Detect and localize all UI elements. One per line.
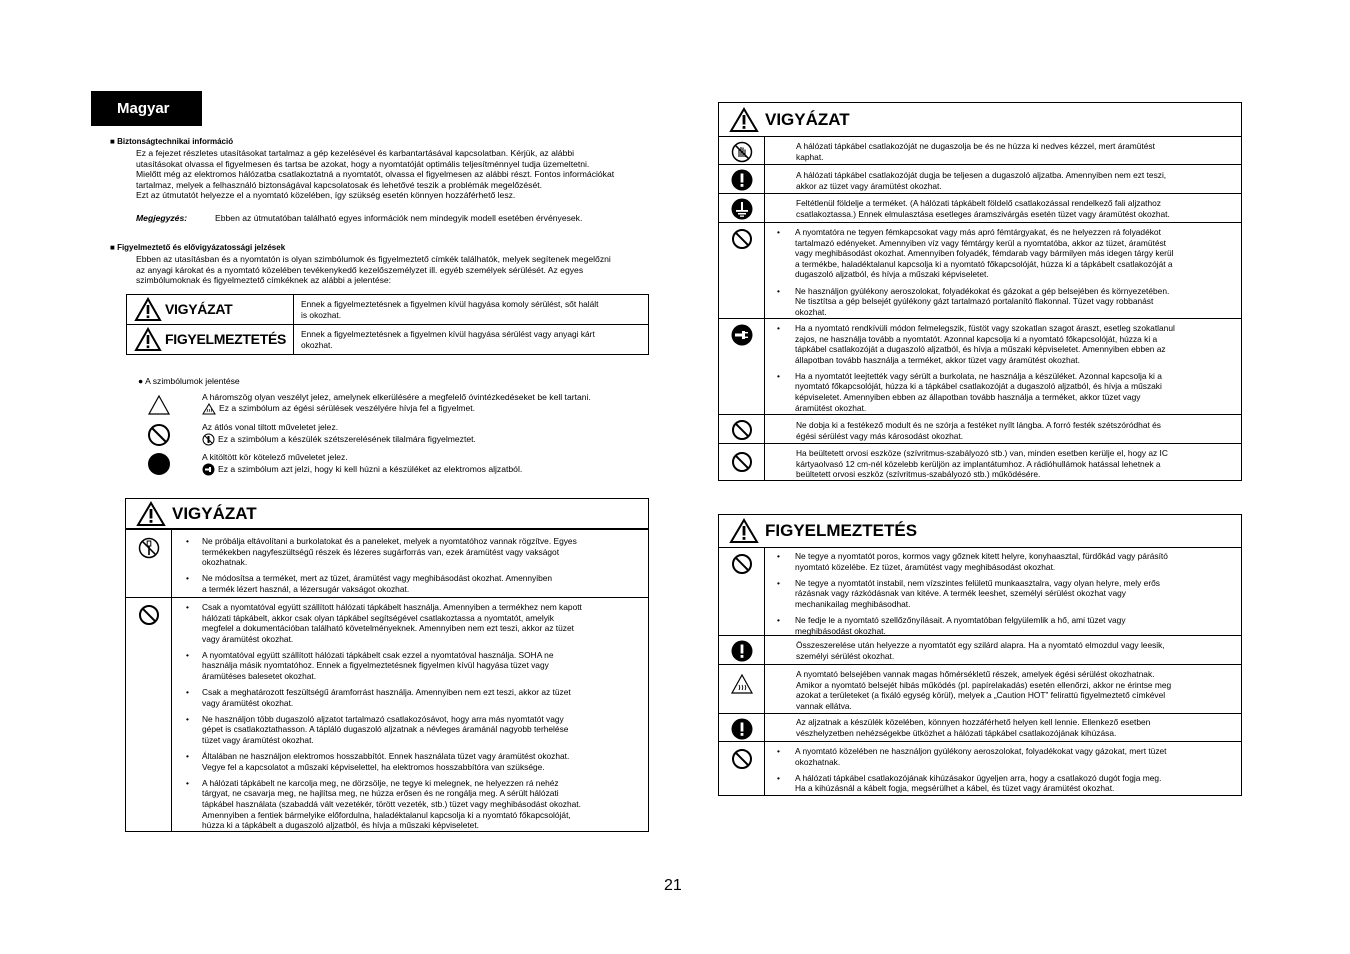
warning-row bbox=[719, 741, 1241, 796]
bullet: • bbox=[186, 777, 189, 788]
bullet: • bbox=[777, 577, 780, 588]
triangle-symbol-icon bbox=[147, 394, 171, 416]
caution-header bbox=[719, 103, 1241, 137]
prohibited-icon bbox=[719, 451, 764, 473]
warning-row bbox=[126, 529, 648, 597]
prohibited-icon bbox=[719, 228, 764, 250]
signal-word-legend bbox=[126, 294, 649, 355]
bullet: • bbox=[777, 370, 780, 381]
bullet: • bbox=[777, 323, 780, 333]
warning-triangle-icon bbox=[134, 327, 162, 352]
row-text: Ha beültetett orvosi eszköze (szívritmus-szabályozó stb.) van, minden esetben kerülje el, hogy az IC kártyaolvasó 12 cm-nél közelebb kerüljön az implantátumhoz. A rádióhullámok hatással lehetnek a beültetett orvosi eszköz (szívritmus-szabályozó stb.) működésére. bbox=[796, 448, 1168, 480]
symbol-desc: A kitöltött kör kötelező műveletet jelez. Ez a szimbólum azt jelzi, hogy ki kell húzni a készüléket az elektromos aljzatból. bbox=[202, 452, 523, 474]
prohibited-icon bbox=[719, 553, 764, 575]
prohibited-icon bbox=[126, 604, 171, 626]
bullet-item: Ne fedje le a nyomtató szellőzőnyílásait. A nyomtatóban felgyülemlik a hő, ami tüzet vagy meghibásodást okozhat. bbox=[795, 615, 1126, 636]
bullet-item: Ne használjon több dugaszoló aljzatot tartalmazó csatlakozósávot, hogy arra más nyomtatót vagy gépet is csatlakoztathasson. A tápláló dugaszoló aljzatnak a névleges áramánál nagyobb terhelése tüzet vagy áramütést okozhat. bbox=[202, 713, 569, 746]
bullet-item: A nyomtatóra ne tegyen fémkapcsokat vagy más apró fémtárgyakat, és ne helyezzen rá folyadékot tartalmazó edényeket. Amennyiben víz vagy fémtárgy kerül a nyomtatóba, akkor az tüzet, áramütést vagy meghibásodást okozhat. Amennyiben folyadék, fémdarab vagy bármilyen más idegen tárgy kerül a termékbe, haladéktalanul kapcsolja ki a nyomtató főkapcsolóját, húzza ki a tápkábelt csatlakozóját a dugaszoló aljzatból, és hívja a műszaki képviseletet. bbox=[795, 227, 1174, 280]
warnings-heading: ■ Figyelmeztető és elővigyázatossági jelzések bbox=[110, 243, 286, 252]
warning-row bbox=[126, 597, 648, 832]
warning-row bbox=[719, 713, 1241, 741]
bullet: • bbox=[777, 615, 780, 625]
mandatory-icon bbox=[719, 169, 764, 191]
bullet-item: Ne használjon gyúlékony aeroszolokat, folyadékokat és gázokat a gép belsejében és környezetében. Ne tisztítsa a gép belsejét gyúlékony gázt tartalmazó portalanító flakonnal. Tüzet vagy robbanást okozhat. bbox=[795, 285, 1170, 317]
bullet-item: Ne tegye a nyomtatót poros, kormos vagy gőznek kitett helyre, konyhaasztal, fürdőkád vagy párásító nyomtató közelébe. Ez tüzet, áramütést vagy meghibásodást okozhat. bbox=[795, 551, 1168, 572]
no-disassembly-icon bbox=[126, 537, 171, 559]
bullet: • bbox=[186, 536, 189, 546]
mandatory-icon bbox=[719, 718, 764, 740]
note-text: Ebben az útmutatóban található egyes információk nem mindegyik modell esetében érvényesek. bbox=[215, 213, 583, 223]
symbol-desc: Az átlós vonal tiltott műveletet jelez. Ez a szimbólum a készülék szétszerelésének tilalmára figyelmeztet. bbox=[202, 422, 476, 444]
bullet: • bbox=[777, 227, 780, 237]
note-label: Megjegyzés: bbox=[136, 213, 188, 223]
bullet-item: Ne módosítsa a terméket, mert az tüzet, áramütést vagy meghibásodást okozhat. Amennyiben a termék lézert használ, a lézersugár vakságot okozhat. bbox=[202, 573, 553, 594]
warning-row bbox=[719, 664, 1241, 713]
legend-row: VIGYÁZAT Ennek a figyelmeztetésnek a figyelmen kívül hagyása komoly sérülést, sőt halált is okozhat. bbox=[127, 295, 649, 325]
mandatory-icon bbox=[719, 640, 764, 662]
row-text: A nyomtató belsejében vannak magas hőmérsékletű részek, amelyek égési sérülést okozhatnak. Amikor a nyomtató belsejét hibás működés (pl. papírelakadás) esetén ellenőrzi, akkor ne érintse meg azokat a területeket (a fixáló egység körül), melyek a „Caution HOT” felirattú figyelmeztető címkével vannak ellátva. bbox=[796, 669, 1172, 711]
no-wet-hands-icon bbox=[719, 141, 764, 163]
warning-triangle-icon bbox=[729, 107, 759, 133]
row-text: A hálózati tápkábel csatlakozóját dugja be teljesen a dugaszoló aljzatba. Amennyiben nem ezt teszi, akkor az tüzet vagy áramütést okozhat. bbox=[796, 170, 1167, 191]
prohibited-icon bbox=[719, 748, 764, 770]
bullet-item: Csak a meghatározott feszültségű áramforrást használja. Amennyiben nem ezt teszi, akkor az tüzet vagy áramütést okozhat. bbox=[202, 687, 571, 708]
warning-row bbox=[719, 547, 1241, 635]
unplug-icon bbox=[202, 463, 215, 476]
warning-triangle-icon bbox=[729, 518, 759, 544]
prohibited-icon bbox=[719, 419, 764, 441]
warning-row bbox=[719, 164, 1241, 193]
warnings-paragraph: Ebben az utasításban és a nyomtatón is olyan szimbólumok és figyelmeztető címkék találhatók, melyek segítenek megelőzni az anyagi károkat és a nyomtató közelében tevékenykedő kezelőszemélyzet ill. egyéb személyek sérülését. Az egyes szimbólumoknak és figyelmeztető címkéknek az alábbi a jelentése: bbox=[136, 254, 611, 286]
bullet: • bbox=[186, 649, 189, 660]
warning-row bbox=[719, 318, 1241, 414]
bullet: • bbox=[186, 687, 189, 698]
row-text: Ne dobja ki a festékező modult és ne szórja a festéket nyílt lángba. A forró festék szétszóródhat és égési sérülést vagy más károsodást okozhat. bbox=[796, 420, 1161, 441]
safety-heading: ■ Biztonságtechnikai információ bbox=[110, 137, 234, 146]
caution-title: VIGYÁZAT bbox=[765, 109, 850, 129]
bullet-item: Ha a nyomtatót leejtették vagy sérült a burkolata, ne használja a készüléket. Azonnal kapcsolja ki a nyomtató főkapcsolóját, húzza ki a tápkábel csatlakozóját a dugaszoló aljzatból, és hívja a műszaki képviseletet. Amennyiben ebben az állapotban tovább használja a terméket, akkor tüzet vagy áramütést okozhat. bbox=[795, 370, 1162, 413]
warning-triangle-icon bbox=[136, 501, 166, 527]
bullet-item: Ha a nyomtató rendkívüli módon felmelegszik, füstöt vagy szokatlan szagot áraszt, esetleg szokatlanul zajos, ne használja tovább a nyomtatót. Azonnal kapcsolja ki a nyomtató főkapcsolóját, húzza ki a tápkábel csatlakozóját a dugaszoló aljzatból, és hívja a műszaki képviseletet. Amennyiben ebben az állapotban tovább használja a terméket, akkor tüzet vagy áramütést okozhat. bbox=[795, 323, 1175, 365]
bullet: • bbox=[186, 751, 189, 762]
warning-row bbox=[719, 443, 1241, 481]
mandatory-symbol-icon bbox=[147, 452, 171, 476]
warning-header bbox=[719, 515, 1241, 548]
caution-title: VIGYÁZAT bbox=[172, 503, 257, 523]
legend-row: FIGYELMEZTETÉS Ennek a figyelmeztetésnek a figyelmen kívül hagyása sérülést vagy anyagi kárt okozhat. bbox=[127, 325, 649, 355]
bullet-item: Csak a nyomtatóval együtt szállított hálózati tápkábelt használja. Amennyiben a termékhez nem kapott hálózati tápkábelt, akkor csak olyan tápkábel segítségével csatlakoztassa a nyomtatót, amelyik megfelel a dokumentációban található követelményeknek. Amennyiben nem ezt teszi, akkor az tüzet vagy áramütést okozhat. bbox=[202, 602, 582, 644]
row-text: Feltétlenül földelje a terméket. (A hálózati tápkábelt földelő csatlakozással rendelkező fali aljzathoz csatlakoztassa.) Ennek elmulasztása esetleges áramszivárgás esetén tüzet vagy áramütést okozhat. bbox=[796, 198, 1170, 219]
warning-row bbox=[719, 414, 1241, 443]
language-tab: Magyar bbox=[91, 91, 202, 126]
caution-box bbox=[125, 498, 649, 832]
bullet-item: Általában ne használjon elektromos hosszabbítót. Ennek használata tüzet vagy áramütést okozhat. Vegye fel a kapcsolatot a műszaki képviselettel, ha elektromos hosszabbítóra van szüksége. bbox=[202, 751, 570, 772]
bullet-item: Ne tegye a nyomtatót instabil, nem vízszintes felületű munkaasztalra, vagy olyan helyre, mely erős rázásnak vagy rázkódásnak van kitéve. A termék leeshet, személyi sérülést okozhat vagy mechanikailag meghibásodhat. bbox=[795, 577, 1160, 609]
warning-row bbox=[719, 136, 1241, 164]
bullet: • bbox=[186, 573, 189, 584]
bullet: • bbox=[186, 713, 189, 724]
safety-paragraph: Ez a fejezet részletes utasításokat tartalmaz a gép kezelésével és karbantartásával kapcsolatban. Kérjük, az alábbi utasításokat olvassa el figyelmesen és tartsa be azokat, hogy a nyomtatóját optimális teljesítménnyel tudja üzemeltetni. Mielőtt még az elektromos hálózatba csatlakoztatná a nyomtatót, olvassa el figyelmesen az alábbi részt. Fontos információkat tartalmaz, melyek a felhasználó biztonságával kapcsolatosak és lehetővé teszik a problémák megelőzését. Ezt az útmutatót helyezze el a nyomtató közelében, így szükség esetén könnyen hozzáférhető lesz. bbox=[136, 148, 615, 201]
bullet-item: A hálózati tápkábelt ne karcolja meg, ne dörzsölje, ne tegye ki melegnek, ne helyezzen rá nehéz tárgyat, ne csavarja meg, ne hajlítsa meg, ne húzza erősen és ne rongálja meg. A sérült hálózati tápkábel használata (szabaddá vált vezetékér, törött vezeték, stb.) tüzet vagy meghibásodást okozhat. Amennyiben a fentiek bármelyike előfordulna, haladéktalanul kapcsolja ki a nyomtató főkapcsolóját, húzza ki a tápkábelt a dugaszoló aljzatból, és hívja a műszaki képviseletet. bbox=[202, 777, 581, 831]
hot-surface-icon bbox=[202, 403, 216, 415]
bullet: • bbox=[777, 772, 780, 783]
warning-title: FIGYELMEZTETÉS bbox=[765, 521, 918, 540]
symbols-heading: ● A szimbólumok jelentése bbox=[138, 376, 240, 386]
ground-icon bbox=[719, 198, 764, 220]
bullet-item: Ne próbálja eltávolítani a burkolatokat és a paneleket, melyek a nyomtatóhoz vannak rögzítve. Egyes termékekben nagyfeszültségű részek és lézeres sugárforrás van, ezek áramütést vagy vakságot okozhatnak. bbox=[202, 536, 577, 568]
caution-header bbox=[126, 499, 648, 529]
bullet: • bbox=[777, 746, 780, 756]
prohibited-symbol-icon bbox=[147, 423, 171, 447]
bullet-item: A nyomtató közelében ne használjon gyúlékony aeroszolokat, folyadékokat vagy gázokat, mert tüzet okozhatnak. bbox=[795, 746, 1167, 767]
hot-surface-icon bbox=[719, 673, 764, 695]
unplug-icon bbox=[719, 324, 764, 346]
warning-triangle-icon bbox=[134, 297, 162, 322]
warning-row bbox=[719, 635, 1241, 664]
page-number: 21 bbox=[664, 877, 682, 894]
bullet-item: A hálózati tápkábel csatlakozójának kihúzásakor ügyeljen arra, hogy a csatlakozó dugót fogja meg. Ha a kihúzásnál a kábelt fogja, megsérülhet a kábel, és tüzet vagy áramütést okozhat. bbox=[795, 772, 1162, 794]
warning-row bbox=[719, 193, 1241, 222]
warning-row bbox=[719, 222, 1241, 318]
row-text: A hálózati tápkábel csatlakozóját ne dugaszolja be és ne húzza ki nedves kézzel, mert áramütést kaphat. bbox=[796, 141, 1155, 162]
bullet: • bbox=[777, 285, 780, 296]
bullet-item: A nyomtatóval együtt szállított hálózati tápkábelt csak ezzel a nyomtatóval használja. SOHA ne használja másik nyomtatóhoz. Ennek a figyelmeztetésnek figyelmen kívül hagyása tüzet vagy áramütéses balesetet okozhat. bbox=[202, 649, 554, 682]
row-text: Összeszerelése után helyezze a nyomtatót egy szilárd alapra. Ha a nyomtató elmozdul vagy leesik, személyi sérülést okozhat. bbox=[796, 640, 1165, 661]
bullet: • bbox=[777, 551, 780, 561]
row-text: Az aljzatnak a készülék közelében, könnyen hozzáférhető helyen kell lennie. Ellenkező esetben vészhelyzetben nehézségekbe ütközhet a hálózati tápkábel csatlakozójának kihúzása. bbox=[796, 717, 1151, 738]
warning-box bbox=[718, 514, 1242, 796]
no-disassembly-icon bbox=[202, 433, 215, 446]
symbol-desc: A háromszög olyan veszélyt jelez, amelynek elkerülésére a megfelelő óvintézkedéseket be kell tartani. Ez a szimbólum az égési sérülések veszélyére hívja fel a figyelmet. bbox=[202, 392, 591, 414]
bullet: • bbox=[186, 602, 189, 612]
caution-box-right bbox=[718, 102, 1242, 481]
